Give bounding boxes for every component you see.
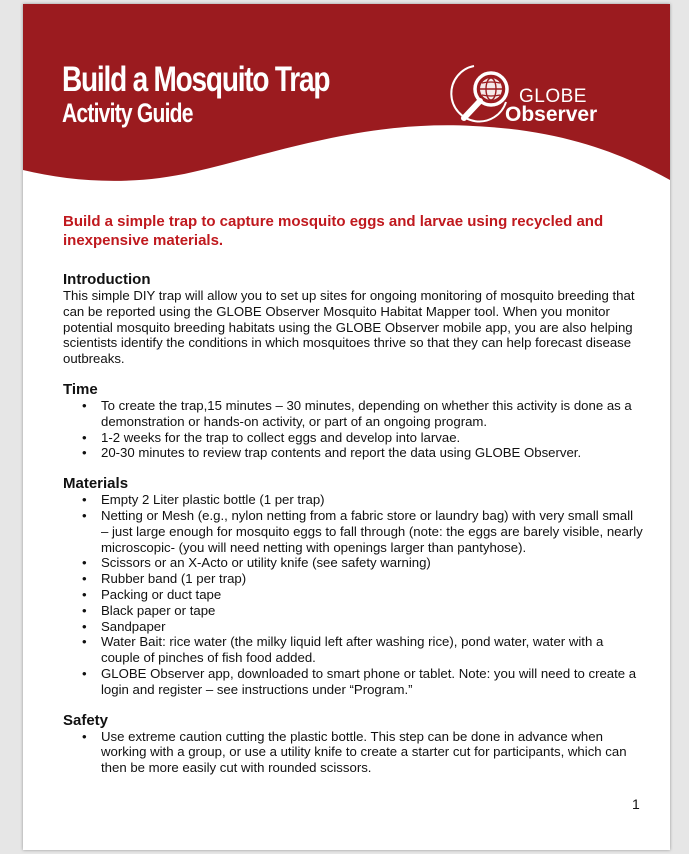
list-item: • Black paper or tape <box>101 603 643 619</box>
document-subtitle: Activity Guide <box>62 98 193 128</box>
list-item: • Packing or duct tape <box>101 587 643 603</box>
list-item: • Use extreme caution cutting the plastic bottle. This step can be done in advance when working with a group, or use a utility knife to create a starter cut for participants, which can then be more easily cut with rounded scissors. <box>101 729 643 776</box>
section-introduction <box>63 271 643 367</box>
document-body <box>63 212 643 790</box>
list-item: • 20-30 minutes to review trap contents and report the data using GLOBE Observer. <box>101 445 643 461</box>
section-time <box>63 381 643 461</box>
list-item: • Scissors or an X-Acto or utility knife (see safety warning) <box>101 555 643 571</box>
section-heading: Safety <box>63 711 109 729</box>
list-item: • Empty 2 Liter plastic bottle (1 per trap) <box>101 492 643 508</box>
lead-paragraph: Build a simple trap to capture mosquito eggs and larvae using recycled and inexpensive materials. <box>63 213 604 249</box>
list-item: • Netting or Mesh (e.g., nylon netting from a fabric store or laundry bag) with very small small – just large enough for mosquito eggs to fall through (note: the eggs are barely visible, nearly microscopic- (you will need netting with openings larger than pantyhose). <box>101 508 643 555</box>
globe-observer-logo <box>448 62 638 132</box>
section-heading: Time <box>63 380 98 398</box>
section-heading: Introduction <box>63 271 151 288</box>
bullet-list <box>63 492 643 697</box>
document-title: Build a Mosquito Trap <box>62 60 330 99</box>
page-number: 1 <box>632 796 640 812</box>
list-item: • To create the trap,15 minutes – 30 minutes, depending on whether this activity is done as a demonstration or hands-on activity, or part of an ongoing program. <box>101 398 643 430</box>
section-paragraph: This simple DIY trap will allow you to set up sites for ongoing monitoring of mosquito breeding that can be reported using the GLOBE Observer Mosquito Habitat Mapper tool. When you monitor potential mosquito breeding habitats using the GLOBE Observer mobile app, you are also helping scientists identify the conditions in which mosquitoes thrive so that they can help forecast disease outbreaks. <box>63 288 635 367</box>
section-materials <box>63 475 643 697</box>
bullet-list <box>63 729 643 776</box>
list-item: • Water Bait: rice water (the milky liquid left after washing rice), pond water, water with a couple of pinches of fish food added. <box>101 634 643 666</box>
section-heading: Materials <box>63 475 129 493</box>
section-safety <box>63 712 643 776</box>
list-item: • Rubber band (1 per trap) <box>101 571 643 587</box>
document-page <box>23 4 670 850</box>
logo-text-globe: GLOBE <box>519 86 587 107</box>
list-item: • GLOBE Observer app, downloaded to smart phone or tablet. Note: you will need to create a login and register – see instructions under “Program.” <box>101 666 643 698</box>
logo-text-observer: Observer <box>505 103 598 126</box>
list-item: • 1-2 weeks for the trap to collect eggs and develop into larvae. <box>101 430 643 446</box>
bullet-list <box>63 398 643 461</box>
list-item: • Sandpaper <box>101 619 643 635</box>
